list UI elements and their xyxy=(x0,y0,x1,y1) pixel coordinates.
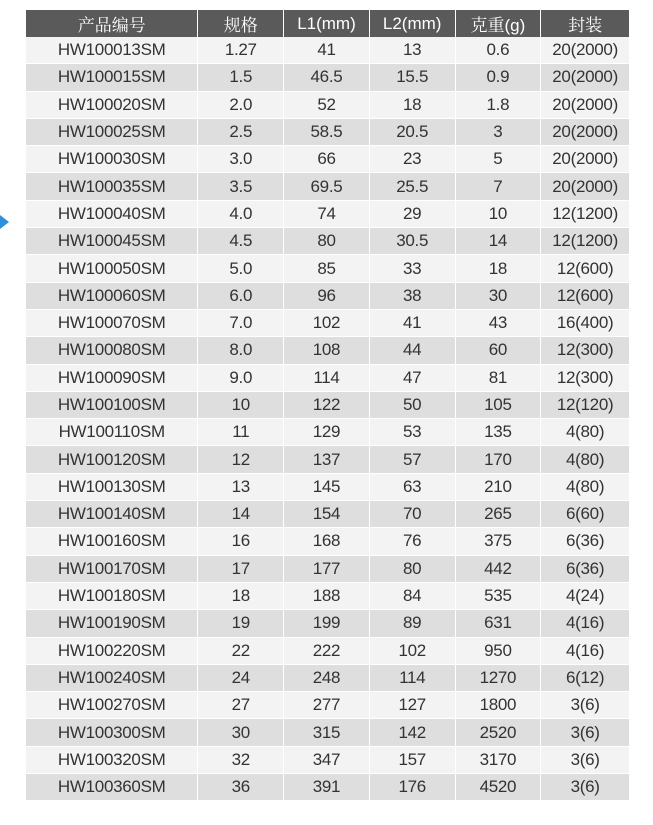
cell-spec: 2.5 xyxy=(198,119,284,146)
table-row xyxy=(26,747,629,774)
table-body xyxy=(26,37,629,801)
table-row xyxy=(26,556,629,583)
cell-weight: 0.9 xyxy=(456,64,542,91)
cell-l1: 129 xyxy=(284,419,370,446)
cell-l1: 41 xyxy=(284,37,370,64)
cell-l1: 137 xyxy=(284,446,370,473)
cell-package: 3(6) xyxy=(541,719,629,746)
cell-product-code: HW100030SM xyxy=(26,146,198,173)
cell-product-code: HW100080SM xyxy=(26,337,198,364)
table-row xyxy=(26,64,629,91)
cell-spec: 4.5 xyxy=(198,228,284,255)
cell-l1: 248 xyxy=(284,665,370,692)
cell-l1: 69.5 xyxy=(284,173,370,200)
cell-weight: 105 xyxy=(456,392,542,419)
cell-weight: 1800 xyxy=(456,692,542,719)
cell-weight: 375 xyxy=(456,528,542,555)
cell-package: 12(600) xyxy=(541,255,629,282)
cell-weight: 950 xyxy=(456,638,542,665)
table-row xyxy=(26,665,629,692)
cell-l1: 52 xyxy=(284,92,370,119)
cell-package: 6(60) xyxy=(541,501,629,528)
cell-package: 20(2000) xyxy=(541,119,629,146)
cell-l2: 63 xyxy=(370,474,456,501)
table-row xyxy=(26,774,629,801)
table-row xyxy=(26,201,629,228)
cell-product-code: HW100040SM xyxy=(26,201,198,228)
cell-l2: 176 xyxy=(370,774,456,801)
cell-spec: 36 xyxy=(198,774,284,801)
cell-product-code: HW100190SM xyxy=(26,610,198,637)
cell-weight: 210 xyxy=(456,474,542,501)
cell-package: 4(80) xyxy=(541,446,629,473)
cell-product-code: HW100070SM xyxy=(26,310,198,337)
header-l1: L1(mm) xyxy=(284,10,370,37)
cell-l1: 154 xyxy=(284,501,370,528)
cell-product-code: HW100160SM xyxy=(26,528,198,555)
cell-spec: 16 xyxy=(198,528,284,555)
cell-weight: 5 xyxy=(456,146,542,173)
cell-spec: 1.5 xyxy=(198,64,284,91)
header-l2: L2(mm) xyxy=(370,10,456,37)
cell-l2: 53 xyxy=(370,419,456,446)
cell-weight: 265 xyxy=(456,501,542,528)
cell-spec: 7.0 xyxy=(198,310,284,337)
cell-package: 12(300) xyxy=(541,365,629,392)
cell-product-code: HW100170SM xyxy=(26,556,198,583)
cell-l1: 108 xyxy=(284,337,370,364)
table-row xyxy=(26,173,629,200)
table-row xyxy=(26,474,629,501)
cell-package: 20(2000) xyxy=(541,173,629,200)
cell-l1: 74 xyxy=(284,201,370,228)
cell-l2: 30.5 xyxy=(370,228,456,255)
cell-l2: 142 xyxy=(370,719,456,746)
cell-product-code: HW100110SM xyxy=(26,419,198,446)
table-row xyxy=(26,337,629,364)
cell-package: 6(36) xyxy=(541,556,629,583)
cell-spec: 22 xyxy=(198,638,284,665)
cell-spec: 13 xyxy=(198,474,284,501)
cell-package: 20(2000) xyxy=(541,64,629,91)
table-row xyxy=(26,228,629,255)
cell-product-code: HW100020SM xyxy=(26,92,198,119)
cell-l1: 188 xyxy=(284,583,370,610)
table-row xyxy=(26,119,629,146)
table-header-row xyxy=(26,10,629,37)
cell-l1: 168 xyxy=(284,528,370,555)
cell-weight: 14 xyxy=(456,228,542,255)
cell-spec: 9.0 xyxy=(198,365,284,392)
cell-spec: 6.0 xyxy=(198,283,284,310)
cell-package: 20(2000) xyxy=(541,37,629,64)
cell-package: 4(16) xyxy=(541,638,629,665)
cell-l1: 277 xyxy=(284,692,370,719)
cell-spec: 18 xyxy=(198,583,284,610)
cell-weight: 1.8 xyxy=(456,92,542,119)
cell-product-code: HW100060SM xyxy=(26,283,198,310)
cell-spec: 30 xyxy=(198,719,284,746)
cell-l2: 89 xyxy=(370,610,456,637)
cell-l2: 47 xyxy=(370,365,456,392)
cell-product-code: HW100050SM xyxy=(26,255,198,282)
cell-l1: 66 xyxy=(284,146,370,173)
cell-weight: 0.6 xyxy=(456,37,542,64)
cell-spec: 8.0 xyxy=(198,337,284,364)
cell-product-code: HW100045SM xyxy=(26,228,198,255)
cell-spec: 2.0 xyxy=(198,92,284,119)
table-row xyxy=(26,501,629,528)
cell-weight: 135 xyxy=(456,419,542,446)
cell-l2: 102 xyxy=(370,638,456,665)
cell-product-code: HW100090SM xyxy=(26,365,198,392)
triangle-right-icon xyxy=(0,215,9,229)
cell-l2: 114 xyxy=(370,665,456,692)
cell-package: 12(600) xyxy=(541,283,629,310)
cell-l2: 38 xyxy=(370,283,456,310)
cell-package: 6(12) xyxy=(541,665,629,692)
cell-weight: 18 xyxy=(456,255,542,282)
cell-l1: 315 xyxy=(284,719,370,746)
table-row xyxy=(26,692,629,719)
cell-package: 3(6) xyxy=(541,747,629,774)
header-spec: 规格 xyxy=(198,10,284,37)
cell-package: 4(24) xyxy=(541,583,629,610)
cell-weight: 535 xyxy=(456,583,542,610)
cell-spec: 3.5 xyxy=(198,173,284,200)
cell-spec: 24 xyxy=(198,665,284,692)
cell-l1: 222 xyxy=(284,638,370,665)
table-row xyxy=(26,37,629,64)
cell-l1: 391 xyxy=(284,774,370,801)
cell-l2: 50 xyxy=(370,392,456,419)
cell-product-code: HW100015SM xyxy=(26,64,198,91)
cell-l2: 157 xyxy=(370,747,456,774)
cell-product-code: HW100130SM xyxy=(26,474,198,501)
cell-weight: 10 xyxy=(456,201,542,228)
cell-spec: 12 xyxy=(198,446,284,473)
spec-table xyxy=(26,10,629,801)
cell-product-code: HW100180SM xyxy=(26,583,198,610)
cell-l2: 20.5 xyxy=(370,119,456,146)
cell-l2: 127 xyxy=(370,692,456,719)
table-row xyxy=(26,392,629,419)
cell-spec: 27 xyxy=(198,692,284,719)
cell-product-code: HW100220SM xyxy=(26,638,198,665)
cell-package: 3(6) xyxy=(541,774,629,801)
cell-package: 4(80) xyxy=(541,474,629,501)
cell-l2: 33 xyxy=(370,255,456,282)
cell-weight: 631 xyxy=(456,610,542,637)
cell-l1: 199 xyxy=(284,610,370,637)
cell-weight: 1270 xyxy=(456,665,542,692)
header-package: 封装 xyxy=(541,10,629,37)
cell-l2: 76 xyxy=(370,528,456,555)
cell-package: 6(36) xyxy=(541,528,629,555)
cell-weight: 30 xyxy=(456,283,542,310)
cell-l1: 58.5 xyxy=(284,119,370,146)
cell-product-code: HW100013SM xyxy=(26,37,198,64)
cell-weight: 442 xyxy=(456,556,542,583)
cell-l2: 57 xyxy=(370,446,456,473)
cell-package: 12(1200) xyxy=(541,228,629,255)
table-row xyxy=(26,255,629,282)
header-weight: 克重(g) xyxy=(456,10,542,37)
cell-l2: 18 xyxy=(370,92,456,119)
table-row xyxy=(26,446,629,473)
cell-spec: 32 xyxy=(198,747,284,774)
table-row xyxy=(26,610,629,637)
table-row xyxy=(26,365,629,392)
cell-package: 20(2000) xyxy=(541,146,629,173)
cell-product-code: HW100025SM xyxy=(26,119,198,146)
table-row xyxy=(26,146,629,173)
cell-l1: 145 xyxy=(284,474,370,501)
cell-product-code: HW100035SM xyxy=(26,173,198,200)
cell-weight: 60 xyxy=(456,337,542,364)
cell-package: 4(80) xyxy=(541,419,629,446)
cell-spec: 10 xyxy=(198,392,284,419)
cell-l2: 84 xyxy=(370,583,456,610)
cell-product-code: HW100140SM xyxy=(26,501,198,528)
table-row xyxy=(26,283,629,310)
cell-l2: 80 xyxy=(370,556,456,583)
cell-product-code: HW100300SM xyxy=(26,719,198,746)
cell-product-code: HW100320SM xyxy=(26,747,198,774)
cell-l1: 347 xyxy=(284,747,370,774)
cell-l2: 29 xyxy=(370,201,456,228)
cell-l1: 96 xyxy=(284,283,370,310)
cell-weight: 4520 xyxy=(456,774,542,801)
table-row xyxy=(26,719,629,746)
cell-l2: 25.5 xyxy=(370,173,456,200)
table-row xyxy=(26,92,629,119)
table-row xyxy=(26,638,629,665)
cell-product-code: HW100360SM xyxy=(26,774,198,801)
cell-l1: 102 xyxy=(284,310,370,337)
cell-product-code: HW100240SM xyxy=(26,665,198,692)
cell-package: 16(400) xyxy=(541,310,629,337)
cell-weight: 3 xyxy=(456,119,542,146)
cell-l1: 122 xyxy=(284,392,370,419)
cell-l2: 23 xyxy=(370,146,456,173)
table-row xyxy=(26,583,629,610)
cell-l2: 70 xyxy=(370,501,456,528)
cell-l2: 44 xyxy=(370,337,456,364)
cell-l2: 13 xyxy=(370,37,456,64)
cell-package: 12(120) xyxy=(541,392,629,419)
cell-l1: 80 xyxy=(284,228,370,255)
table-row xyxy=(26,528,629,555)
cell-l2: 41 xyxy=(370,310,456,337)
table-row xyxy=(26,310,629,337)
cell-l2: 15.5 xyxy=(370,64,456,91)
cell-weight: 3170 xyxy=(456,747,542,774)
cell-weight: 7 xyxy=(456,173,542,200)
cell-spec: 19 xyxy=(198,610,284,637)
cell-package: 20(2000) xyxy=(541,92,629,119)
cell-spec: 14 xyxy=(198,501,284,528)
cell-spec: 11 xyxy=(198,419,284,446)
table-row xyxy=(26,419,629,446)
cell-spec: 17 xyxy=(198,556,284,583)
cell-weight: 43 xyxy=(456,310,542,337)
cell-l1: 177 xyxy=(284,556,370,583)
cell-package: 12(1200) xyxy=(541,201,629,228)
cell-product-code: HW100100SM xyxy=(26,392,198,419)
cell-l1: 46.5 xyxy=(284,64,370,91)
cell-weight: 170 xyxy=(456,446,542,473)
header-product-code: 产品编号 xyxy=(26,10,198,37)
cell-weight: 2520 xyxy=(456,719,542,746)
cell-weight: 81 xyxy=(456,365,542,392)
cell-l1: 114 xyxy=(284,365,370,392)
cell-product-code: HW100270SM xyxy=(26,692,198,719)
cell-package: 3(6) xyxy=(541,692,629,719)
cell-l1: 85 xyxy=(284,255,370,282)
cell-spec: 3.0 xyxy=(198,146,284,173)
cell-spec: 5.0 xyxy=(198,255,284,282)
cell-product-code: HW100120SM xyxy=(26,446,198,473)
cell-spec: 4.0 xyxy=(198,201,284,228)
cell-spec: 1.27 xyxy=(198,37,284,64)
cell-package: 12(300) xyxy=(541,337,629,364)
cell-package: 4(16) xyxy=(541,610,629,637)
